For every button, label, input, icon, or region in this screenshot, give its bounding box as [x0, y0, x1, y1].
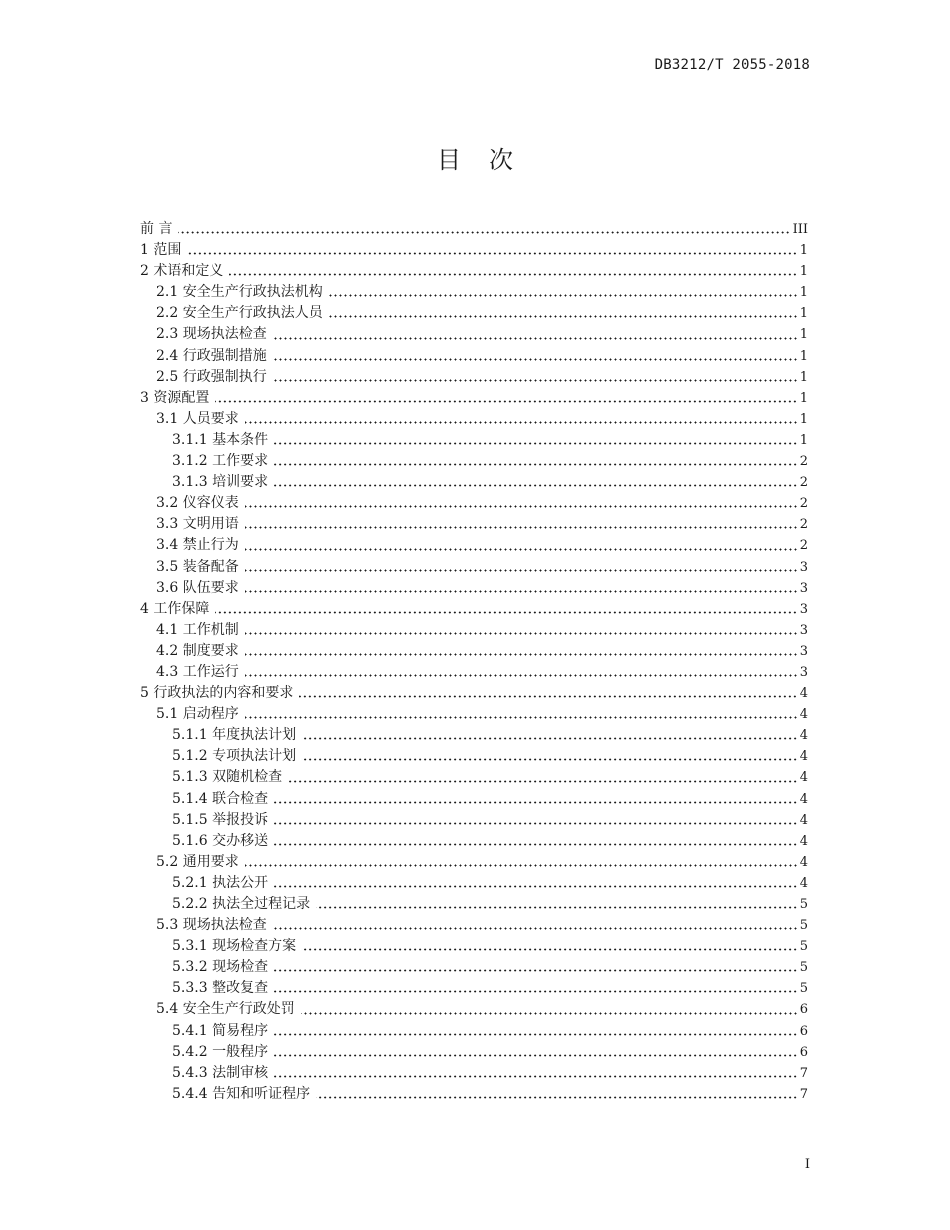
- toc-entry-label: 3.1 人员要求: [156, 410, 239, 427]
- dot-leader: [273, 927, 798, 930]
- dot-leader: [316, 1096, 798, 1099]
- toc-entry-page: 4: [799, 875, 808, 891]
- toc-entry[interactable]: [140, 282, 808, 303]
- toc-entry[interactable]: [140, 1063, 808, 1084]
- toc-entry-page: 1: [799, 369, 808, 385]
- toc-entry-label: 4.3 工作运行: [156, 663, 239, 680]
- toc-entry[interactable]: [140, 599, 808, 620]
- toc-entry-label: 2 术语和定义: [140, 263, 224, 280]
- toc-entry[interactable]: [140, 578, 808, 599]
- toc-entry-label: 5.3.2 现场检查: [172, 959, 269, 976]
- toc-entry-page: 2: [799, 496, 808, 512]
- toc-entry-page: 4: [799, 707, 808, 723]
- toc-entry-page: 3: [799, 601, 808, 617]
- dot-leader: [274, 463, 798, 466]
- page-title: 目次: [437, 146, 541, 174]
- toc-entry-label: 3.4 禁止行为: [156, 537, 239, 554]
- toc-entry-label: 5.4.1 简易程序: [172, 1022, 269, 1039]
- dot-leader: [178, 231, 790, 234]
- dot-leader: [288, 780, 798, 783]
- toc-entry[interactable]: [140, 535, 808, 556]
- toc-entry-page: 4: [799, 686, 808, 702]
- dot-leader: [274, 990, 798, 993]
- toc-entry[interactable]: [140, 388, 808, 409]
- dot-leader: [274, 969, 798, 972]
- dot-leader: [245, 632, 798, 635]
- toc-entry-page: 4: [799, 854, 808, 870]
- toc-entry-page: 6: [799, 1023, 808, 1039]
- toc-entry-page: 2: [799, 475, 808, 491]
- toc-entry[interactable]: [140, 219, 808, 240]
- toc-entry-page: 5: [799, 918, 808, 934]
- toc-entry-label: 5.1.4 联合检查: [172, 790, 269, 807]
- dot-leader: [302, 737, 798, 740]
- toc-entry-label: 2.2 安全生产行政执法人员: [156, 305, 323, 322]
- toc-entry-page: 4: [799, 749, 808, 765]
- toc-entry[interactable]: [140, 346, 808, 367]
- toc-entry[interactable]: [140, 936, 808, 957]
- toc-entry-page: 7: [799, 1086, 808, 1102]
- dot-leader: [245, 716, 798, 719]
- dot-leader: [274, 1033, 798, 1036]
- toc-entry[interactable]: [140, 810, 808, 831]
- toc-entry[interactable]: [140, 704, 808, 725]
- dot-leader: [245, 590, 798, 593]
- toc-entry-page: 3: [799, 559, 808, 575]
- toc-entry-page: 5: [799, 981, 808, 997]
- toc-entry[interactable]: [140, 514, 808, 535]
- toc-entry-label: 5.4 安全生产行政处罚: [156, 1001, 295, 1018]
- toc-entry-page: 1: [799, 264, 808, 280]
- toc-entry[interactable]: [140, 451, 808, 472]
- toc-entry[interactable]: [140, 725, 808, 746]
- toc-entry[interactable]: [140, 915, 808, 936]
- toc-entry-page: 4: [799, 791, 808, 807]
- dot-leader: [273, 358, 798, 361]
- toc-entry-label: 5.3.1 现场检查方案: [172, 938, 297, 955]
- toc-entry[interactable]: [140, 789, 808, 810]
- toc-entry-page: 3: [799, 622, 808, 638]
- toc-entry[interactable]: [140, 261, 808, 282]
- toc-entry[interactable]: [140, 662, 808, 683]
- dot-leader: [229, 273, 797, 276]
- page-number: I: [804, 1157, 810, 1172]
- toc-entry-label: 5.4.3 法制审核: [172, 1064, 269, 1081]
- dot-leader: [187, 252, 797, 255]
- toc-entry[interactable]: [140, 957, 808, 978]
- dot-leader: [215, 400, 797, 403]
- toc-entry[interactable]: [140, 472, 808, 493]
- dot-leader: [329, 294, 798, 297]
- toc-entry[interactable]: [140, 1042, 808, 1063]
- dot-leader: [273, 379, 798, 382]
- toc-entry-page: 4: [799, 770, 808, 786]
- dot-leader: [274, 801, 798, 804]
- toc-entry-label: 5.3.3 整改复查: [172, 980, 269, 997]
- toc-entry-page: 4: [799, 833, 808, 849]
- toc-entry-page: 1: [799, 243, 808, 259]
- toc-entry-page: 5: [799, 960, 808, 976]
- toc-entry-label: 3.1.2 工作要求: [172, 453, 269, 470]
- toc-entry-page: 1: [799, 411, 808, 427]
- toc-entry-label: 5.1.3 双随机检查: [172, 769, 283, 786]
- toc-entry-label: 3.6 队伍要求: [156, 579, 239, 596]
- toc-entry-page: III: [792, 222, 808, 237]
- toc-entry-label: 5.1 启动程序: [156, 706, 239, 723]
- toc-entry[interactable]: [140, 493, 808, 514]
- toc-entry-label: 3.1.1 基本条件: [172, 431, 269, 448]
- toc-entry[interactable]: [140, 324, 808, 345]
- dot-leader: [274, 442, 798, 445]
- dot-leader: [274, 1075, 798, 1078]
- toc-entry-label: 2.1 安全生产行政执法机构: [156, 284, 323, 301]
- dot-leader: [274, 822, 798, 825]
- toc-entry-page: 2: [799, 517, 808, 533]
- dot-leader: [274, 1054, 798, 1057]
- dot-leader: [301, 1012, 798, 1015]
- toc-entry-label: 5.2.2 执法全过程记录: [172, 896, 311, 912]
- toc-entry-page: 1: [799, 306, 808, 322]
- toc-entry-label: 3 资源配置: [140, 389, 210, 406]
- toc-entry-page: 6: [799, 1002, 808, 1018]
- toc-entry-page: 7: [799, 1065, 808, 1081]
- toc-entry-label: 4.1 工作机制: [156, 621, 239, 638]
- dot-leader: [245, 548, 798, 551]
- toc-entry-page: 5: [799, 897, 808, 912]
- toc-entry-label: 5.4.2 一般程序: [172, 1043, 269, 1060]
- toc-entry-label: 3.2 仪容仪表: [156, 495, 239, 512]
- toc-entry-page: 1: [799, 432, 808, 448]
- toc-entry-label: 5 行政执法的内容和要求: [140, 685, 294, 702]
- toc-entry[interactable]: [140, 683, 808, 704]
- dot-leader: [245, 674, 798, 677]
- toc-entry-label: 5.1.1 年度执法计划: [172, 727, 297, 744]
- toc-entry-page: 2: [799, 454, 808, 470]
- toc-entry-page: 4: [799, 728, 808, 744]
- toc-entry-label: 4 工作保障: [140, 600, 210, 617]
- dot-leader: [302, 948, 798, 951]
- toc-entry-label: 5.1.5 举报投诉: [172, 811, 269, 828]
- dot-leader: [274, 484, 798, 487]
- table-of-contents: [140, 219, 808, 1105]
- document-code: DB3212/T 2055-2018: [654, 57, 810, 73]
- dot-leader: [299, 695, 797, 698]
- toc-entry[interactable]: [140, 852, 808, 873]
- toc-entry-label: 1 范围: [140, 242, 182, 259]
- toc-entry-page: 6: [799, 1044, 808, 1060]
- dot-leader: [245, 864, 798, 867]
- toc-entry[interactable]: [140, 746, 808, 767]
- toc-entry[interactable]: [140, 430, 808, 451]
- toc-entry-label: 2.4 行政强制措施: [156, 347, 267, 364]
- toc-entry[interactable]: [140, 1021, 808, 1042]
- toc-entry-label: 5.4.4 告知和听证程序: [172, 1085, 311, 1102]
- toc-entry[interactable]: [140, 240, 808, 261]
- toc-entry-label: 2.3 现场执法检查: [156, 326, 267, 343]
- toc-entry[interactable]: [140, 409, 808, 430]
- toc-entry-label: 5.2 通用要求: [156, 853, 239, 870]
- dot-leader: [329, 315, 798, 318]
- toc-entry-page: 3: [799, 643, 808, 659]
- toc-entry-page: 3: [799, 580, 808, 596]
- toc-entry[interactable]: [140, 620, 808, 641]
- toc-entry[interactable]: [140, 641, 808, 662]
- toc-entry-page: 1: [799, 285, 808, 301]
- toc-entry-label: 3.3 文明用语: [156, 516, 239, 533]
- toc-entry-page: 1: [799, 348, 808, 364]
- toc-entry-page: 5: [799, 939, 808, 955]
- toc-entry-page: 1: [799, 390, 808, 406]
- toc-entry[interactable]: [140, 1084, 808, 1105]
- dot-leader: [245, 505, 798, 508]
- toc-entry-label: 3.5 装备配备: [156, 558, 239, 575]
- toc-entry-label: 5.1.6 交办移送: [172, 832, 269, 849]
- toc-entry-label: 前 言: [140, 221, 173, 237]
- dot-leader: [245, 569, 798, 572]
- toc-entry-page: 4: [799, 812, 808, 828]
- toc-entry[interactable]: [140, 831, 808, 852]
- toc-entry-label: 5.2.1 执法公开: [172, 874, 269, 891]
- toc-entry-label: 2.5 行政强制执行: [156, 368, 267, 385]
- toc-entry[interactable]: [140, 978, 808, 999]
- toc-entry-page: 1: [799, 327, 808, 343]
- toc-entry[interactable]: [140, 767, 808, 788]
- dot-leader: [274, 885, 798, 888]
- dot-leader: [316, 906, 798, 909]
- toc-entry[interactable]: [140, 873, 808, 894]
- toc-entry-label: 4.2 制度要求: [156, 642, 239, 659]
- toc-entry[interactable]: [140, 999, 808, 1020]
- dot-leader: [245, 653, 798, 656]
- dot-leader: [245, 421, 798, 424]
- dot-leader: [215, 611, 797, 614]
- toc-entry-page: 3: [799, 664, 808, 680]
- dot-leader: [245, 526, 798, 529]
- toc-entry-label: 3.1.3 培训要求: [172, 474, 269, 491]
- toc-entry[interactable]: [140, 894, 808, 915]
- toc-entry-label: 5.3 现场执法检查: [156, 917, 267, 934]
- dot-leader: [274, 843, 798, 846]
- toc-entry[interactable]: [140, 557, 808, 578]
- toc-entry-label: 5.1.2 专项执法计划: [172, 748, 297, 765]
- toc-entry[interactable]: [140, 303, 808, 324]
- dot-leader: [302, 758, 798, 761]
- dot-leader: [273, 337, 798, 340]
- toc-entry[interactable]: [140, 367, 808, 388]
- toc-entry-page: 2: [799, 538, 808, 554]
